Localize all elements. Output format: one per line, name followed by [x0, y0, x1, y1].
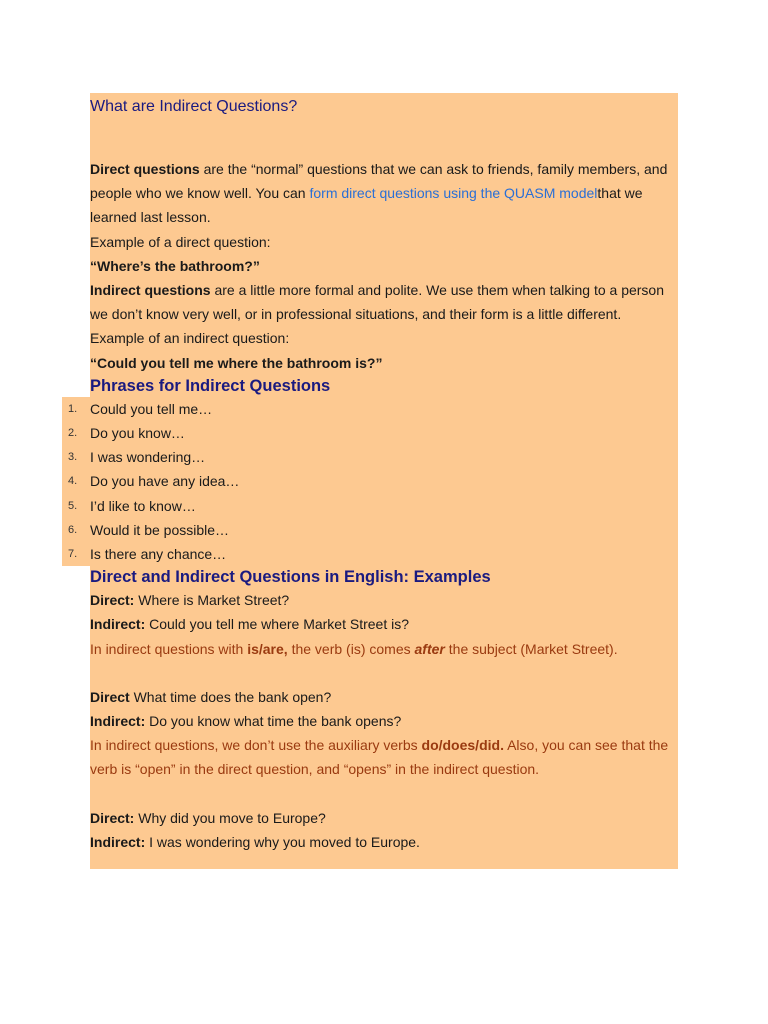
note-text: Also, you can see that the verb is “open” in the direct question, and “opens” in the indirect question.: [90, 737, 669, 778]
list-item-text: Do you know…: [90, 425, 185, 442]
example-indirect-text: “Could you tell me where the bathroom is?”: [90, 354, 383, 371]
list-item-text: Could you tell me…: [90, 400, 213, 417]
list-item: [68, 469, 678, 493]
example-1-direct: [90, 588, 678, 612]
list-number: 2.: [0, 421, 90, 445]
list-number: 4.: [0, 469, 90, 493]
example-3-direct: [90, 806, 678, 830]
note-text: the subject (Market Street).: [444, 640, 618, 657]
example-1-indirect: [90, 612, 678, 636]
note-text: In indirect questions, we don’t use the auxiliary verbs: [90, 737, 422, 754]
document-content: [68, 93, 678, 854]
examples-heading: Direct and Indirect Questions in English: Examples: [90, 568, 491, 587]
list-number: 3.: [0, 445, 90, 469]
direct-text: What time does the bank open?: [129, 688, 332, 705]
list-number: 7.: [0, 542, 90, 566]
list-item: [68, 445, 678, 469]
note-emphasis: after: [414, 640, 445, 657]
note-bold: do/does/did.: [421, 737, 504, 754]
direct-questions-paragraph: [90, 157, 678, 230]
term-indirect-questions: Indirect questions: [90, 282, 211, 299]
example-direct-text: “Where’s the bathroom?”: [90, 257, 260, 274]
example-1-note: [90, 637, 678, 661]
list-item: [68, 518, 678, 542]
quasm-model-link[interactable]: form direct questions using the QUASM model: [309, 185, 598, 202]
example-indirect-label: Example of an indirect question:: [90, 330, 290, 347]
example-2-direct: [90, 685, 678, 709]
paragraph-text: that we learned last lesson.: [90, 185, 643, 226]
phrases-heading: Phrases for Indirect Questions: [90, 376, 331, 395]
indirect-label: Indirect:: [90, 712, 146, 729]
example-direct: [90, 254, 678, 278]
list-number: 6.: [0, 518, 90, 542]
indirect-text: I was wondering why you moved to Europe.: [145, 833, 420, 850]
direct-text: Why did you move to Europe?: [134, 809, 326, 826]
paragraph-text: are the “normal” questions that we can ask to friends, family members, and people who we know well. You can: [90, 161, 668, 202]
list-item-text: Would it be possible…: [90, 521, 230, 538]
indirect-label: Indirect:: [90, 616, 146, 633]
list-number: 5.: [0, 494, 90, 518]
list-item-text: I’d like to know…: [90, 497, 196, 514]
list-item: [68, 494, 678, 518]
list-item: [68, 397, 678, 421]
direct-label: Direct:: [90, 592, 135, 609]
indirect-text: Do you know what time the bank opens?: [145, 712, 402, 729]
direct-label: Direct: [90, 688, 130, 705]
note-text: the verb (is) comes: [287, 640, 415, 657]
example-direct-label: Example of a direct question:: [90, 233, 271, 250]
direct-text: Where is Market Street?: [134, 592, 290, 609]
note-text: In indirect questions with: [90, 640, 248, 657]
example-indirect: [90, 351, 678, 375]
list-item: [68, 542, 678, 566]
list-item-text: Is there any chance…: [90, 545, 227, 562]
example-2-indirect: [90, 709, 678, 733]
page-title: What are Indirect Questions?: [90, 98, 298, 115]
indirect-label: Indirect:: [90, 833, 146, 850]
direct-label: Direct:: [90, 809, 135, 826]
example-2-note: [90, 733, 678, 781]
list-item-text: Do you have any idea…: [90, 473, 240, 490]
list-item: [68, 421, 678, 445]
note-bold: is/are,: [247, 640, 288, 657]
list-number: 1.: [0, 397, 90, 421]
term-direct-questions: Direct questions: [90, 161, 200, 177]
paragraph-text: are a little more formal and polite. We use them when talking to a person we don’t know very well, or in professional situations, and their form is a little different.: [90, 282, 664, 323]
phrases-list: [68, 397, 678, 566]
indirect-questions-paragraph: [90, 278, 678, 326]
indirect-text: Could you tell me where Market Street is?: [145, 616, 410, 633]
example-3-indirect: [90, 830, 678, 854]
list-item-text: I was wondering…: [90, 449, 206, 466]
